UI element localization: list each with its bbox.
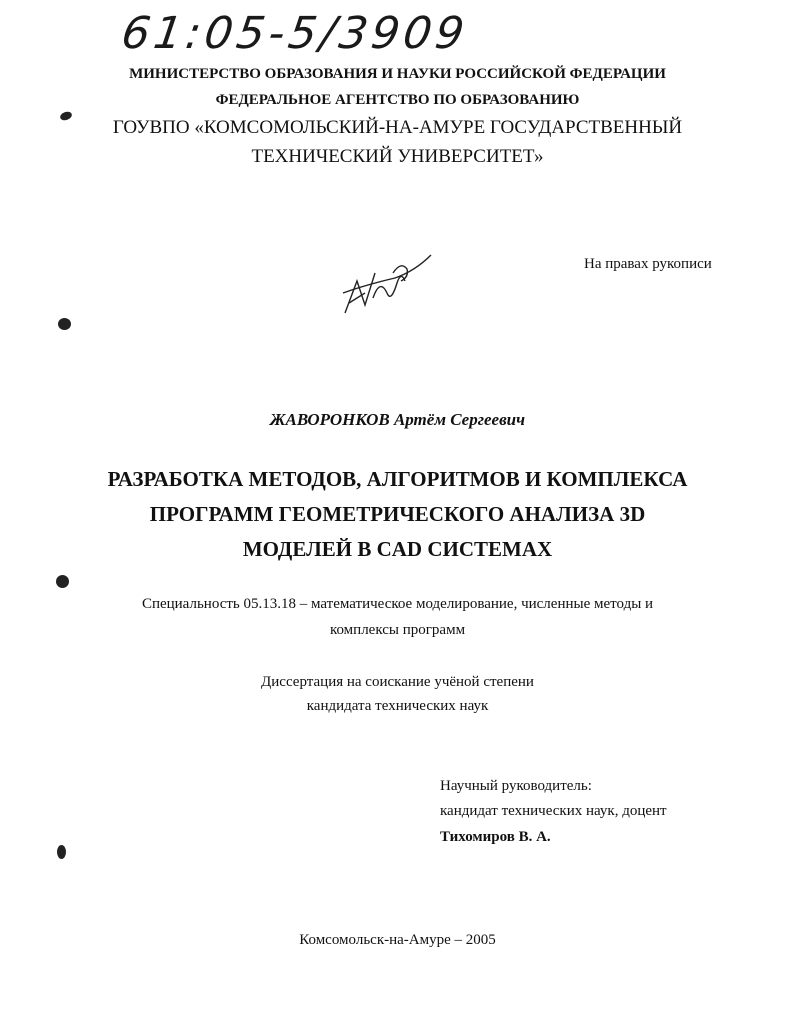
punch-hole-mark bbox=[58, 318, 71, 330]
footer-city-year: Комсомольск-на-Амуре – 2005 bbox=[299, 932, 496, 948]
supervisor-label: Научный руководитель: bbox=[440, 778, 592, 794]
university-line-2: ТЕХНИЧЕСКИЙ УНИВЕРСИТЕТ» bbox=[251, 146, 544, 167]
punch-hole-mark bbox=[57, 845, 66, 859]
dissertation-line-1: Диссертация на соискание учёной степени bbox=[261, 674, 534, 690]
handwritten-code: 61:05-5/3909 bbox=[118, 8, 472, 59]
supervisor-name: Тихомиров В. А. bbox=[440, 829, 551, 845]
specialty-line-1: Специальность 05.13.18 – математическое моделирование, численные методы и bbox=[141, 596, 654, 612]
manuscript-note: На правах рукописи bbox=[584, 256, 712, 272]
title-line-3: МОДЕЛЕЙ В CAD СИСТЕМАХ bbox=[242, 537, 553, 561]
title-line-2: ПРОГРАММ ГЕОМЕТРИЧЕСКОГО АНАЛИЗА 3D bbox=[149, 502, 646, 526]
signature-icon bbox=[335, 243, 435, 318]
author-name: ЖАВОРОНКОВ Артём Сергеевич bbox=[269, 410, 526, 429]
agency-line: ФЕДЕРАЛЬНОЕ АГЕНТСТВО ПО ОБРАЗОВАНИЮ bbox=[215, 92, 580, 108]
title-line-1: РАЗРАБОТКА МЕТОДОВ, АЛГОРИТМОВ И КОМПЛЕКСА bbox=[107, 467, 688, 491]
punch-hole-mark bbox=[56, 575, 69, 588]
specialty-line-2: комплексы программ bbox=[329, 622, 466, 638]
university-line-1: ГОУВПО «КОМСОМОЛЬСКИЙ-НА-АМУРЕ ГОСУДАРСТВЕННЫЙ bbox=[112, 117, 683, 138]
supervisor-degree: кандидат технических наук, доцент bbox=[440, 803, 667, 819]
dissertation-line-2: кандидата технических наук bbox=[306, 698, 489, 714]
ministry-line: МИНИСТЕРСТВО ОБРАЗОВАНИЯ И НАУКИ РОССИЙСКОЙ ФЕДЕРАЦИИ bbox=[129, 66, 666, 82]
